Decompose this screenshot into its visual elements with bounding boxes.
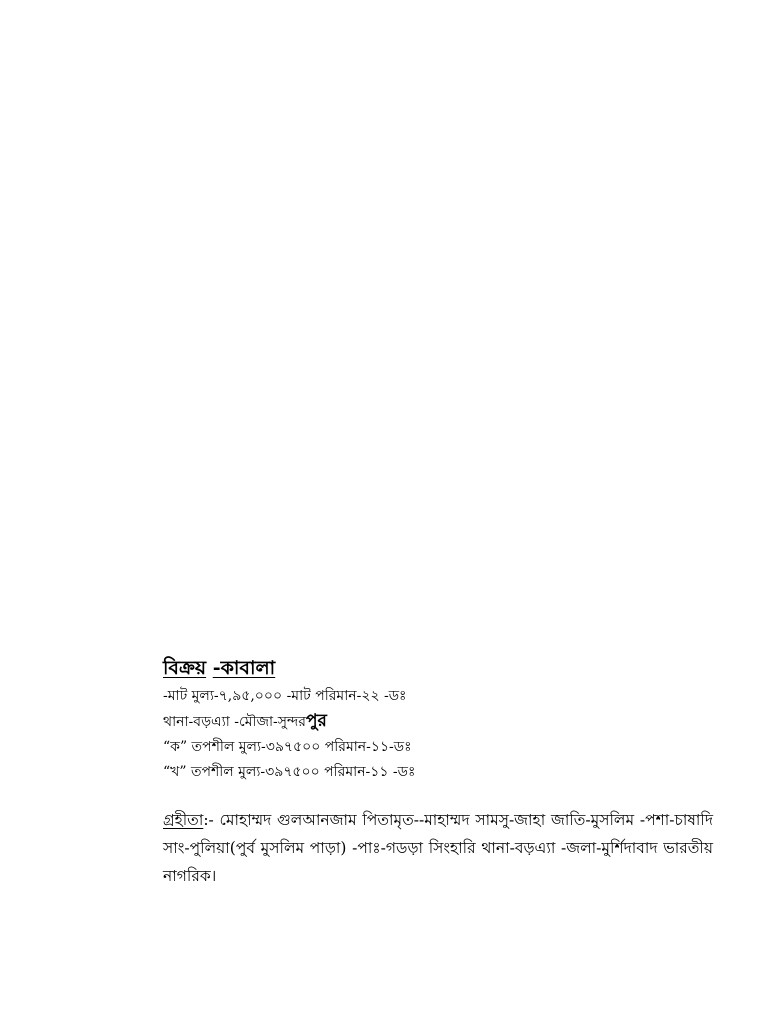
police-station-text: থানা-বড়এ্যা -মৌজা-সুন্দর xyxy=(163,714,306,730)
schedule-kha-line: “খ” তপশীল মুল্য-৩৯৭৫০০ পরিমান-১১ -ডঃ xyxy=(163,764,416,780)
total-value-line: -মাট মুল্য-৭,৯৫,০০০ -মাট পরিমান-২২ -ডঃ xyxy=(163,688,407,704)
mouza-suffix: পুর xyxy=(305,711,327,731)
police-station-line xyxy=(163,711,327,732)
title-deed: -কাবালা xyxy=(212,657,276,679)
title-sale: বিক্রয় xyxy=(163,657,207,679)
grantee-label: গ্রহীতা xyxy=(163,811,204,829)
document-title xyxy=(163,654,275,686)
grantee-paragraph xyxy=(163,806,713,890)
schedule-ka-line: “ক” তপশীল মুল্য-৩৯৭৫০০ পরিমান-১১-ডঃ xyxy=(163,739,412,755)
grantee-details: :- মোহাম্মদ গুলআনজাম পিতামৃত--মাহাম্মদ সামসু-জাহা জাতি-মুসলিম -পশা-চাষাদি সাং-পুলিয়া(পুর্ব মুসলিম পাড়া) -পাঃ-গডড়া সিংহারি থানা-বড়এ্যা -জলা-মুর্শিদাবাদ ভারতীয় নাগরিক। xyxy=(163,811,713,885)
